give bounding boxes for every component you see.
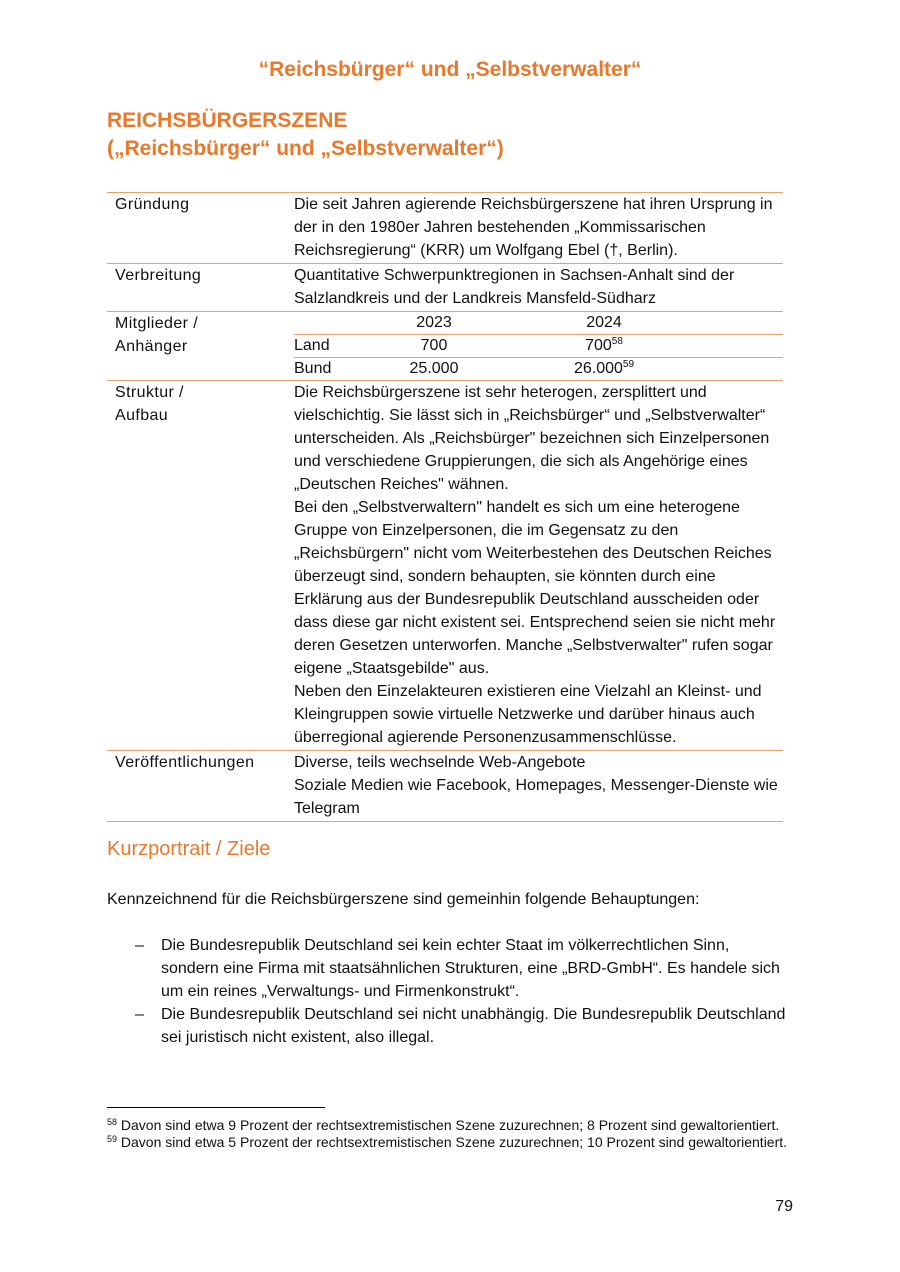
label-mitglieder-line1: Mitglieder / (115, 315, 199, 332)
list-item (107, 934, 787, 1003)
struktur-paragraph: Neben den Einzelakteuren existieren eine Vielzahl an Kleinst- und Kleingruppen sowie virtuelle Netzwerke und darüber hinaus auch überregional agierende Personenzusammenschlüsse. (294, 683, 762, 746)
page-number: 79 (775, 1198, 793, 1215)
members-name-bund: Bund (294, 358, 369, 381)
text-gruendung: Die seit Jahren agierende Reichsbürgerszene hat ihren Ursprung in der in den 1980er Jahren bestehenden „Kommissarischen Reichsregierung“ (KRR) um Wolfgang Ebel (†, Berlin). (294, 193, 783, 264)
text-verbreitung: Quantitative Schwerpunktregionen in Sachsen-Anhalt sind der Salzlandkreis und der Landkreis Mansfeld-Südharz (294, 264, 783, 312)
members-spacer (709, 335, 783, 358)
footnote-text: Davon sind etwa 5 Prozent der rechtsextremistischen Szene zuzurechnen; 10 Prozent sind gewaltorientiert. (120, 1134, 788, 1150)
list-item (107, 1003, 787, 1049)
text-struktur (294, 381, 783, 751)
members-bund-2023: 25.000 (369, 358, 499, 381)
members-corner (294, 312, 369, 335)
footnote-number: 58 (107, 1117, 118, 1127)
claim-text: Die Bundesrepublik Deutschland sei kein echter Staat im völkerrechtlichen Sinn, sondern eine Firma mit staatsähnlichen Strukturen, eine „BRD-GmbH“. Es handele sich um ein reines „Verwaltungs- und Firmenkonstrukt“. (161, 937, 780, 1000)
label-veroeffentlichungen: Veröffentlichungen (107, 751, 294, 822)
label-struktur-line1: Struktur / (115, 384, 184, 401)
publications-line1: Diverse, teils wechselnde Web-Angebote (294, 754, 586, 771)
label-struktur-line2: Aufbau (115, 407, 169, 424)
footnote-59 (107, 1134, 797, 1151)
members-bund-2024-value: 26.000 (573, 360, 623, 377)
footnotes (107, 1117, 797, 1151)
row-verbreitung (107, 264, 783, 312)
struktur-paragraph: Die Reichsbürgerszene ist sehr heterogen, zersplittert und vielschichtig. Sie lässt sich in „Reichsbürger“ und „Selbstverwalter“ unterscheiden. Als „Reichsbürger" bezeichnen sich Einzelpersonen und verschiedene Gruppierungen, die sich als Angehörige eines „Deutschen Reiches" wähnen. (294, 384, 770, 493)
label-verbreitung: Verbreitung (107, 264, 294, 312)
claims-list (107, 934, 787, 1049)
label-mitglieder-line2: Anhänger (115, 338, 188, 355)
members-spacer (709, 312, 783, 335)
members-land-2024-value: 700 (585, 337, 612, 354)
footnote-number: 59 (107, 1134, 118, 1144)
claim-text: Die Bundesrepublik Deutschland sei nicht unabhängig. Die Bundesrepublik Deutschland sei juristisch nicht existent, also illegal. (161, 1006, 786, 1046)
row-mitglieder (107, 312, 783, 381)
footnote-divider (107, 1107, 325, 1108)
label-struktur (107, 381, 294, 751)
members-row-bund (294, 358, 783, 381)
section-title (107, 107, 504, 163)
row-gruendung (107, 193, 783, 264)
kurzportrait-heading: Kurzportrait / Ziele (107, 838, 271, 860)
footnote-ref-58[interactable]: 58 (611, 336, 623, 347)
members-land-2024 (499, 335, 709, 358)
dash-bullet-icon: – (135, 937, 144, 954)
footnote-ref-59[interactable]: 59 (622, 359, 635, 370)
footnote-58 (107, 1117, 797, 1134)
section-title-line2: („Reichsbürger“ und „Selbstverwalter“) (107, 137, 504, 160)
members-table (294, 312, 783, 380)
text-veroeffentlichungen (294, 751, 783, 822)
profile-table (107, 192, 783, 822)
members-spacer (709, 358, 783, 381)
year-2023: 2023 (416, 314, 452, 331)
kurzportrait-intro: Kennzeichnend für die Reichsbürgerszene sind gemeinhin folgende Behauptungen: (107, 891, 700, 908)
section-title-line1: REICHSBÜRGERSZENE (107, 109, 348, 132)
label-gruendung: Gründung (107, 193, 294, 264)
members-row-land (294, 335, 783, 358)
footnote-text: Davon sind etwa 9 Prozent der rechtsextremistischen Szene zuzurechnen; 8 Prozent sind gewaltorientiert. (120, 1117, 780, 1133)
struktur-paragraph: Bei den „Selbstverwaltern" handelt es sich um eine heterogene Gruppe von Einzelpersonen, die im Gegensatz zu den „Reichsbürgern" nicht vom Weiterbestehen des Deutschen Reiches überzeugt sind, sondern behaupten, sie könnten durch eine Erklärung aus der Bundesrepublik Deutschland ausscheiden oder dass diese gar nicht existent sei. Entsprechend seien sie nicht mehr deren Gesetzen unterworfen. Manche „Selbstverwalter" rufen sogar eigene „Staatsgebilde" aus. (294, 499, 776, 677)
dash-bullet-icon: – (135, 1006, 144, 1023)
members-land-2023: 700 (369, 335, 499, 358)
year-2024: 2024 (586, 314, 622, 331)
row-struktur (107, 381, 783, 751)
publications-line2: Soziale Medien wie Facebook, Homepages, Messenger-Dienste wie Telegram (294, 777, 778, 817)
row-veroeffentlichungen (107, 751, 783, 822)
running-header: “Reichsbürger“ und „Selbstverwalter“ (258, 58, 642, 81)
label-mitglieder (107, 312, 294, 381)
members-cell (294, 312, 783, 381)
members-bund-2024 (499, 358, 709, 381)
members-name-land: Land (294, 335, 369, 358)
members-header-row (294, 312, 783, 335)
